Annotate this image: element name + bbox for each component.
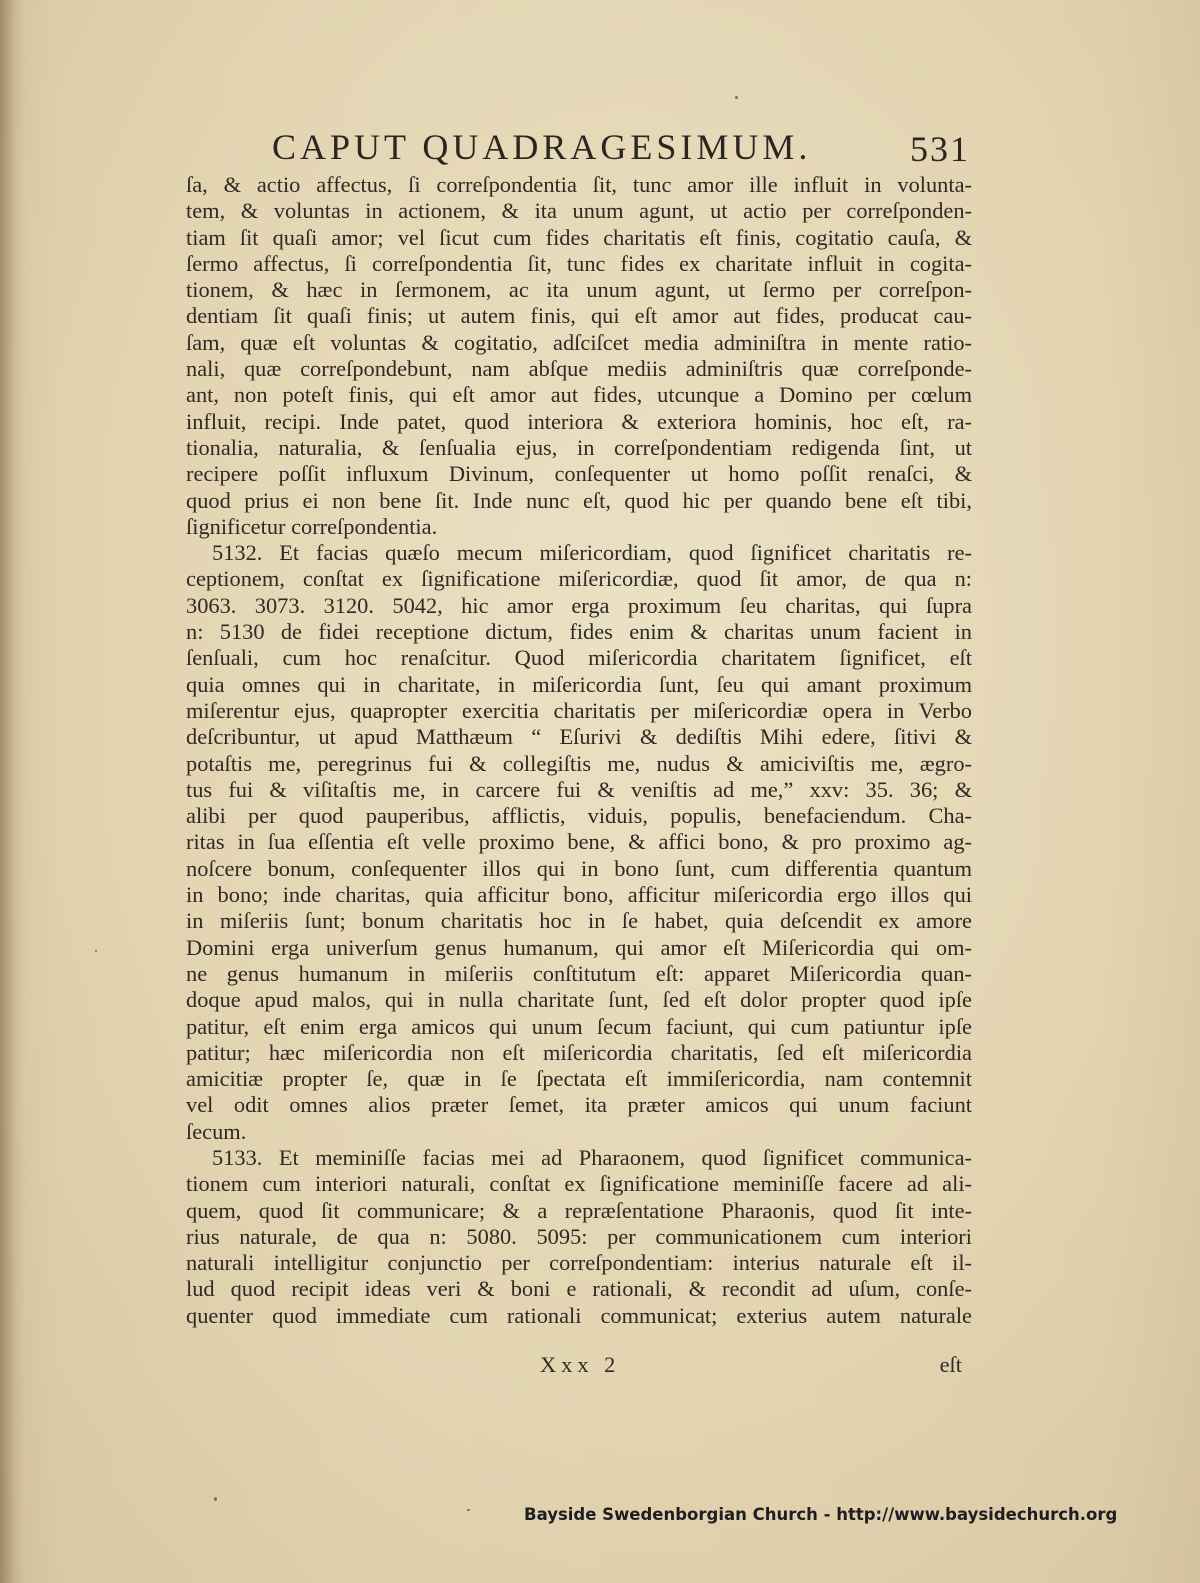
- text-line: naturali intelligitur conjunctio per correſpondentiam: interius naturale eſt il-: [186, 1250, 972, 1276]
- text-line: vel odit omnes alios præter ſemet, ita præter amicos qui unum faciunt: [186, 1092, 972, 1118]
- text-line: quenter quod immediate cum rationali communicat; exterius autem naturale: [186, 1302, 972, 1328]
- text-line: nali, quæ correſpondebunt, nam abſque mediis adminiſtris quæ correſponde-: [186, 356, 972, 382]
- text-line: potaſtis me, peregrinus fui & collegiſtis me, nudus & amiciviſtis me, ægro-: [186, 750, 972, 776]
- text-line: ſenſuali, cum hoc renaſcitur. Quod miſericordia charitatem ſignificet, eſt: [186, 645, 972, 671]
- paper-speck: [214, 1497, 217, 1501]
- text-line: patitur, eſt enim erga amicos qui unum ſecum faciunt, qui cum patiuntur ipſe: [186, 1013, 972, 1039]
- text-line: ſa, & actio affectus, ſi correſpondentia ſit, tunc amor ille influit in volunta-: [186, 172, 972, 197]
- text-line: alibi per quod pauperibus, afflictis, viduis, populis, benefaciendum. Cha-: [186, 803, 972, 829]
- text-line: rius naturale, de qua n: 5080. 5095: per communicationem cum interiori: [186, 1223, 972, 1249]
- text-line: quia omnes qui in charitate, in miſericordia ſunt, ſeu qui amant proximum: [186, 671, 972, 697]
- text-line: 3063. 3073. 3120. 5042, hic amor erga proximum ſeu charitas, qui ſupra: [186, 592, 972, 618]
- text-line: quem, quod ſit communicare; & a repræſentatione Pharaonis, quod ſit inte-: [186, 1197, 972, 1223]
- text-line: recipere poſſit influxum Divinum, conſequenter ut homo poſſit renaſci, &: [186, 461, 972, 487]
- text-line: ſam, quæ eſt voluntas & cogitatio, adſciſcet media adminiſtra in mente ratio-: [186, 329, 972, 355]
- text-line: patitur; hæc miſericordia non eſt miſericordia charitatis, ſed eſt miſericordia: [186, 1039, 972, 1065]
- text-line: ne genus humanum in miſeriis conſtitutum eſt: apparet Miſericordia quan-: [186, 960, 972, 986]
- running-title: CAPUT QUADRAGESIMUM.: [272, 127, 812, 167]
- text-line: influit, recipi. Inde patet, quod interiora & exteriora hominis, hoc eſt, ra-: [186, 408, 972, 434]
- text-line: ſecum.: [186, 1118, 247, 1144]
- text-line: tionalia, naturalia, & ſenſualia ejus, in correſpondentiam redigenda ſint, ut: [186, 434, 972, 460]
- paper-speck: [735, 96, 738, 99]
- watermark-credit: Bayside Swedenborgian Church - http://www.baysidechurch.org: [524, 1505, 1118, 1524]
- page-header: [272, 126, 972, 176]
- text-line: ceptionem, conſtat ex ſignificatione miſericordiæ, quod ſit amor, de qua n:: [186, 566, 972, 592]
- text-line: tionem cum interiori naturali, conſtat ex ſignificatione meminiſſe facere ad ali-: [186, 1171, 972, 1197]
- text-line: miſerentur ejus, quapropter exercitia charitatis per miſericordiæ opera in Verbo: [186, 697, 972, 723]
- text-line: amicitiæ propter ſe, quæ in ſe ſpectata eſt immiſericordia, nam contemnit: [186, 1066, 972, 1092]
- text-line: Domini erga univerſum genus humanum, qui amor eſt Miſericordia qui om-: [186, 934, 972, 960]
- text-line: ritas in ſua eſſentia eſt velle proximo bene, & affici bono, & pro proximo ag-: [186, 829, 972, 855]
- paragraph-start-5132: 5132. Et facias quæſo mecum miſericordiam, quod ſignificet charitatis re-: [212, 540, 972, 566]
- paper-speck: [95, 950, 97, 952]
- page-footer: [540, 1352, 970, 1382]
- text-line: ſermo affectus, ſi correſpondentia ſit, tunc fides ex charitate influit in cogita-: [186, 250, 972, 276]
- text-line: tiam ſit quaſi amor; vel ſicut cum fides charitatis eſt finis, cogitatio cauſa, &: [186, 224, 972, 250]
- catchword: eſt: [939, 1352, 962, 1377]
- text-line: dentiam ſit quaſi finis; ut autem finis, qui eſt amor aut fides, producat cau-: [186, 303, 972, 329]
- text-line: quod prius ei non bene ſit. Inde nunc eſt, quod hic per quando bene eſt tibi,: [186, 487, 972, 513]
- text-line: lud quod recipit ideas veri & boni e rationali, & recondit ad uſum, conſe-: [186, 1276, 972, 1302]
- text-line: doque apud malos, qui in nulla charitate ſunt, ſed eſt dolor propter quod ipſe: [186, 987, 972, 1013]
- paragraph-start-5133: 5133. Et meminiſſe facias mei ad Pharaonem, quod ſignificet communica-: [212, 1144, 972, 1170]
- paper-speck: [467, 1509, 470, 1511]
- text-line: tem, & voluntas in actionem, & ita unum agunt, ut actio per correſponden-: [186, 198, 972, 224]
- text-line: tionem, & hæc in ſermonem, ac ita unum agunt, ut ſermo per correſpon-: [186, 277, 972, 303]
- text-line: in miſeriis ſunt; bonum charitatis hoc in ſe habet, quia deſcendit ex amore: [186, 908, 972, 934]
- text-line: in bono; inde charitas, quia afficitur bono, afficitur miſericordia ergo illos qui: [186, 882, 972, 908]
- text-line: tus fui & viſitaſtis me, in carcere fui & veniſtis ad me,” xxv: 35. 36; &: [186, 776, 972, 802]
- binding-gutter: [0, 0, 26, 1583]
- text-line: deſcribuntur, ut apud Matthæum “ Eſurivi & dediſtis Mihi edere, ſitivi &: [186, 724, 972, 750]
- text-line: ant, non poteſt finis, qui eſt amor aut fides, utcunque a Domino per cœlum: [186, 382, 972, 408]
- signature-mark: Xxx 2: [540, 1352, 621, 1377]
- text-line: n: 5130 de fidei receptione dictum, fides enim & charitas unum facient in: [186, 619, 972, 645]
- body-text: [186, 172, 972, 1329]
- text-line: ſignificetur correſpondentia.: [186, 513, 438, 539]
- page-number: 531: [910, 129, 970, 169]
- text-line: noſcere bonum, conſequenter illos qui in bono ſunt, cum differentia quantum: [186, 855, 972, 881]
